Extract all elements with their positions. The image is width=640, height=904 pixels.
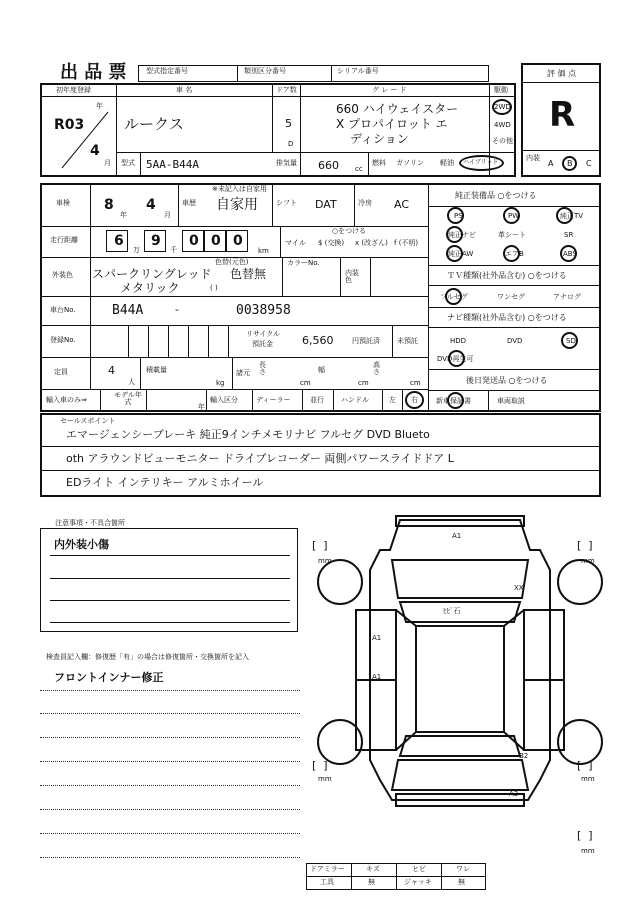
- grade-line1: 660 ハイウェイスター: [336, 102, 459, 116]
- mileage-digit-5: 0: [233, 233, 243, 249]
- dims-label: 諸元: [236, 369, 250, 377]
- shift-label: シフト: [276, 199, 297, 207]
- later-warranty-circle: [447, 392, 464, 409]
- mark-note: ○をつける: [332, 227, 367, 235]
- sales-label: セールスポイント: [60, 417, 116, 425]
- mileage-digit-4: 0: [211, 233, 221, 249]
- drive-4wd: 4WD: [494, 121, 511, 129]
- nav-dvd-play-circle: [448, 350, 465, 367]
- tv-analog: アナログ: [553, 293, 581, 301]
- damage-mark-hibi-ishi: ﾋﾋﾞ石: [443, 607, 461, 615]
- nav-dvd: DVD: [507, 337, 523, 345]
- chassis-dash: -: [175, 303, 179, 316]
- length-label: 長さ: [259, 361, 266, 376]
- doors-value: 5: [285, 117, 292, 130]
- legend-header-scratch: キズ: [366, 865, 380, 873]
- damage-mark-b2: B2: [519, 752, 529, 760]
- damage-mark-a1-left: A1: [372, 634, 382, 642]
- category-label: 類別区分番号: [244, 67, 286, 75]
- tire-fr-mm: mm: [581, 557, 595, 565]
- tire-bracket-fl: [ ]: [312, 539, 328, 552]
- equipment-aw-circle: [446, 245, 463, 262]
- nav-sd: SD: [566, 337, 576, 345]
- interior-c: C: [586, 159, 592, 168]
- equipment-pw: PW: [508, 212, 520, 220]
- import-dealer: ディーラー: [256, 396, 291, 404]
- drive-other: その他: [492, 137, 513, 145]
- legend-tool: 工具: [320, 878, 334, 886]
- inspector-label: 検査員記入欄：修復歴「有」の場合は修復箇所・交換箇所を記入: [46, 653, 249, 661]
- interior-label: 内装: [526, 154, 540, 162]
- equipment-leather: 革シート: [498, 231, 526, 239]
- equipment-sr: SR: [564, 231, 574, 239]
- handle-label: ハンドル: [341, 396, 369, 404]
- page-title: 出 品 票: [60, 62, 127, 83]
- equipment-airbag-circle: [503, 245, 520, 262]
- inspection-month-unit: 月: [164, 211, 171, 219]
- height-unit: cm: [410, 379, 421, 387]
- mileage-label: 走行距離: [50, 236, 78, 244]
- equipment-airbag: エアB: [505, 250, 524, 258]
- color-line1: スパークリングレッド: [92, 267, 212, 281]
- fuel-label: 燃料: [372, 159, 386, 167]
- caution-label: 注意事項・不具合箇所: [55, 519, 125, 527]
- damage-mark-a1-left2: A1: [372, 673, 382, 681]
- mileage-digit-1: 6: [114, 233, 124, 249]
- displacement-value: 660: [318, 159, 339, 172]
- handle-right-circle: [405, 391, 424, 409]
- legend-tool-value: 無: [368, 878, 375, 886]
- car-name-label: 車 名: [176, 86, 193, 94]
- inspection-label: 車検: [56, 199, 70, 207]
- recycle-label-2: 預託金: [252, 340, 273, 348]
- tire-rr-mm: mm: [581, 775, 595, 783]
- sales-line1: エマージェンシーブレーキ 純正9インチメモリナビ フルセグ DVD Blueto: [66, 428, 430, 441]
- legend-jack-value: 無: [458, 878, 465, 886]
- year-unit: 年: [96, 102, 103, 110]
- equipment-pw-circle: [503, 207, 520, 224]
- grade-line3: ディション: [350, 132, 409, 146]
- model-label: 型式: [121, 159, 135, 167]
- damage-mark-a3: A3: [509, 790, 519, 798]
- grade-label: グ レ ー ド: [372, 86, 407, 94]
- ac-label: 冷房: [358, 199, 372, 207]
- car-damage-diagram: [300, 510, 620, 860]
- mile-label: マイル: [285, 239, 306, 247]
- import-parallel: 並行: [310, 396, 324, 404]
- interior-b-circle: [562, 156, 577, 171]
- history-note: ※未記入は自家用: [212, 185, 267, 193]
- recycle-label-1: リサイクル: [246, 330, 281, 338]
- doors-unit: D: [288, 140, 294, 148]
- equipment-tv: 純正TV: [560, 212, 584, 220]
- rating-label: 評 価 点: [547, 69, 577, 78]
- inspection-month: 4: [146, 197, 156, 213]
- nav-type-label: ナビ種類(社外品含む) ○をつける: [447, 313, 567, 322]
- serial-label: シリアル番号: [337, 67, 379, 75]
- model-designation-label: 型式指定番号: [146, 67, 188, 75]
- load-unit: kg: [216, 379, 225, 387]
- tv-type-label: ＴＶ種類(社外品含む) ○をつける: [447, 271, 567, 280]
- tire-bracket-fr: [ ]: [577, 539, 593, 552]
- interior-a: A: [548, 159, 554, 168]
- equipment-tv-circle: [556, 207, 573, 224]
- mark-unknown: f (不明): [394, 239, 419, 247]
- height-label: 高さ: [373, 361, 380, 376]
- color-line2: メタリック: [120, 281, 180, 295]
- drive-2wd-circle: [492, 99, 512, 115]
- first-reg-slash: [60, 110, 110, 170]
- history-label: 車歴: [182, 199, 196, 207]
- equipment-aw: 純正AW: [448, 250, 474, 258]
- mileage-digit-3: 0: [189, 233, 199, 249]
- nav-hdd: HDD: [450, 337, 467, 345]
- sales-line3: EDライト インテリキー アルミホイール: [66, 476, 264, 489]
- displacement-label: 排気量: [276, 159, 297, 167]
- caution-text: 内外装小傷: [54, 538, 109, 551]
- fuel-hybrid: ハイブリッド: [463, 159, 499, 166]
- legend-jack: ジャッキ: [404, 878, 432, 886]
- interior-b: B: [567, 159, 573, 168]
- spare-bracket: [ ]: [577, 829, 593, 842]
- model-value: 5AA-B44A: [146, 158, 199, 171]
- drive-2wd: 2WD: [494, 103, 511, 111]
- mileage-unit: km: [258, 247, 269, 255]
- chassis-number: 0038958: [236, 303, 291, 318]
- spare-mm: mm: [581, 847, 595, 855]
- history-value: 自家用: [216, 197, 258, 213]
- capacity-unit: 人: [128, 378, 135, 386]
- load-label: 積載量: [146, 366, 167, 374]
- equipment-nav-circle: [446, 226, 463, 243]
- width-unit: cm: [358, 379, 369, 387]
- legend-header-break: ワレ: [456, 865, 470, 873]
- reg-no-label: 登録No.: [50, 336, 76, 344]
- damage-mark-a1-front: A1: [452, 532, 462, 540]
- color-no-label: カラーNo.: [287, 259, 320, 267]
- color-paren: ( ): [210, 284, 218, 292]
- car-name: ルークス: [124, 115, 184, 133]
- sales-line2: oth アラウンドビューモニター ドライブレコーダー 両側パワースライドドア L: [66, 452, 454, 465]
- model-year-unit: 年: [198, 403, 205, 411]
- color-note: 色替(元色): [215, 258, 249, 266]
- rating-value: R: [549, 95, 576, 135]
- chassis-prefix: B44A: [112, 303, 144, 318]
- tire-rl-mm: mm: [318, 775, 332, 783]
- tv-oneseg: ワンセグ: [497, 293, 525, 301]
- inspector-text: フロントインナー修正: [54, 671, 164, 684]
- equipment-abs: ABS: [563, 250, 577, 258]
- inspection-year: 8: [104, 197, 114, 213]
- nav-sd-circle: [561, 332, 578, 349]
- nav-dvd-play: DVD再生可: [437, 355, 474, 363]
- capacity-value: 4: [108, 364, 115, 377]
- handle-left: 左: [389, 396, 396, 404]
- color-label: 外装色: [52, 271, 73, 279]
- damage-mark-xx: XX: [514, 584, 524, 592]
- fuel-gasoline: ガソリン: [396, 159, 424, 167]
- model-year-label: モデル年式: [114, 391, 142, 406]
- interior-color-label: 内装色: [345, 269, 359, 284]
- tire-fl-mm: mm: [318, 557, 332, 565]
- ac-value: AC: [394, 198, 410, 211]
- tv-fullseg-circle: [445, 288, 462, 305]
- chassis-label: 車台No.: [50, 306, 76, 314]
- tv-fullseg: フルセグ: [440, 293, 468, 301]
- fuel-light: 軽油: [440, 159, 454, 167]
- drive-label: 駆動: [494, 86, 508, 94]
- mark-modify: x (改ざん): [355, 239, 388, 247]
- equipment-nav: 純正ナビ: [448, 231, 476, 239]
- doors-label: ドア数: [276, 86, 297, 94]
- tire-bracket-rr: [ ]: [577, 759, 593, 772]
- capacity-label: 定員: [54, 368, 68, 376]
- color-change: 色替無: [230, 267, 267, 281]
- first-reg-era: R03: [54, 117, 85, 133]
- later-warranty: 新車保証書: [436, 397, 471, 405]
- mileage-man: 万: [133, 246, 140, 254]
- displacement-unit: cc: [355, 165, 363, 173]
- recycle-unpaid: 未預託: [397, 337, 418, 345]
- equipment-ps: PS: [454, 212, 463, 220]
- equipment-ps-circle: [447, 207, 464, 224]
- recycle-value: 6,560: [302, 334, 334, 347]
- shift-value: DAT: [315, 198, 337, 211]
- grade-line2: X プロパイロット エ: [336, 117, 448, 131]
- first-reg-month: 4: [90, 143, 100, 159]
- handle-right: 右: [411, 396, 418, 404]
- length-unit: cm: [300, 379, 311, 387]
- legend-header-crack: ヒビ: [412, 865, 426, 873]
- mark-exchange: $ (交換): [318, 239, 345, 247]
- month-unit: 月: [104, 159, 111, 167]
- import-class-label: 輸入区分: [210, 396, 238, 404]
- legend-header-mirror: ドアミラー: [310, 865, 345, 873]
- equipment-abs-circle: [560, 245, 577, 262]
- inspection-year-unit: 年: [120, 211, 127, 219]
- later-items-label: 後日発送品 ○をつける: [466, 376, 548, 385]
- width-label: 幅: [318, 366, 325, 374]
- first-reg-label: 初年度登録: [56, 86, 91, 94]
- fuel-hybrid-circle: [459, 155, 504, 171]
- import-label: 輸入車のみ⇒: [46, 396, 87, 404]
- tire-bracket-rl: [ ]: [312, 759, 328, 772]
- mileage-sen: 千: [170, 246, 177, 254]
- genuine-equipment-label: 純正装備品 ○をつける: [455, 191, 537, 200]
- mileage-digit-2: 9: [151, 233, 161, 249]
- recycle-paid: 円預託済: [352, 337, 380, 345]
- later-manual: 車両取説: [497, 397, 525, 405]
